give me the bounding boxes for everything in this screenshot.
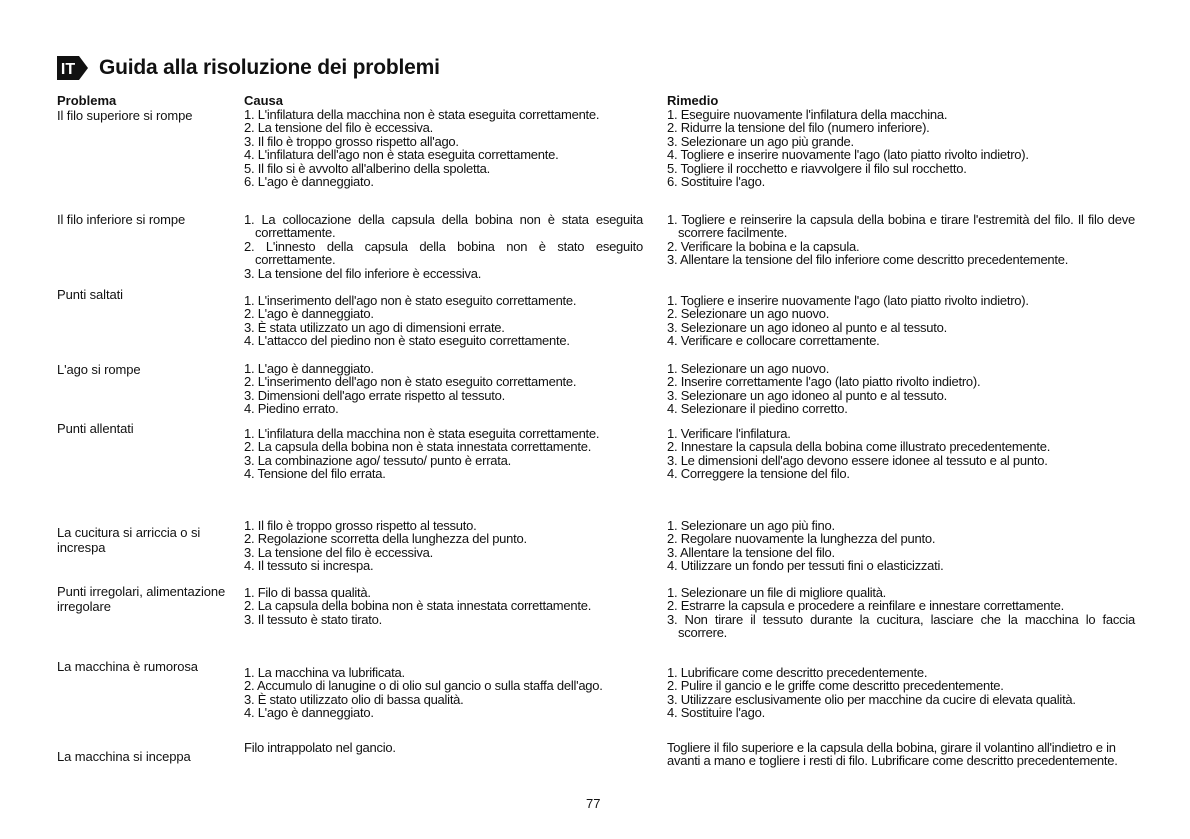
- remedy-item: 1. Togliere e reinserire la capsula della bobina e tirare l'estremità del filo. Il filo deve scorrere facilmente.: [667, 212, 1135, 241]
- page-number: 77: [586, 796, 601, 811]
- cause-item: Filo intrappolato nel gancio.: [244, 740, 396, 755]
- cause-item: 1. La macchina va lubrificata.: [244, 665, 405, 680]
- cause-item: 2. La capsula della bobina non è stata innestata correttamente.: [244, 439, 592, 455]
- cause-item: 3. Il tessuto è stato tirato.: [244, 611, 382, 627]
- remedy-item: 3. Allentare la tensione del filo.: [667, 544, 835, 560]
- cause-item: 6. L'ago è danneggiato.: [244, 174, 374, 190]
- remedy-cell: [667, 666, 1135, 720]
- cause-item: 1. L'ago è danneggiato.: [244, 361, 374, 376]
- remedy-cell: [667, 294, 1135, 348]
- problem-cell: Punti saltati: [57, 287, 123, 302]
- remedy-item: 1. Lubrificare come descritto precedentemente.: [667, 665, 928, 680]
- remedy-item: 4. Sostituire l'ago.: [667, 705, 765, 721]
- cause-item: 2. L'inserimento dell'ago non è stato eseguito correttamente.: [244, 374, 577, 390]
- problem-cell: L'ago si rompe: [57, 362, 141, 377]
- cause-item: 1. Filo di bassa qualità.: [244, 585, 371, 600]
- remedy-item: 1. Selezionare un file di migliore qualità.: [667, 585, 887, 600]
- remedy-item: 2. Selezionare un ago nuovo.: [667, 306, 830, 322]
- remedy-cell: [667, 427, 1135, 481]
- remedy-item: 3. Selezionare un ago idoneo al punto e al tessuto.: [667, 319, 947, 335]
- remedy-item: 2. Pulire il gancio e le griffe come descritto precedentemente.: [667, 678, 1004, 694]
- remedy-item: 3. Utilizzare esclusivamente olio per macchine da cucire di elevata qualità.: [667, 691, 1076, 707]
- remedy-item: 1. Selezionare un ago più fino.: [667, 518, 835, 533]
- cause-item: 4. Piedino errato.: [244, 401, 339, 417]
- cause-cell: [244, 519, 643, 573]
- cause-cell: [244, 108, 643, 188]
- header-problem: Problema: [57, 93, 117, 108]
- problem-cell: Punti irregolari, alimentazione irregolare: [57, 584, 226, 614]
- cause-item: 3. È stato utilizzato olio di bassa qualità.: [244, 691, 464, 707]
- remedy-item: Togliere il filo superiore e la capsula della bobina, girare il volantino all'indietro e in avanti a mano e togliere i resti di filo. Lubrificare come descritto precedentemente.: [667, 740, 1118, 769]
- cause-cell: [244, 741, 643, 754]
- cause-item: 3. La combinazione ago/ tessuto/ punto è errata.: [244, 452, 511, 468]
- remedy-item: 2. Verificare la bobina e la capsula.: [667, 238, 860, 254]
- remedy-item: 1. Verificare l'infilatura.: [667, 426, 791, 441]
- cause-item: 4. Tensione del filo errata.: [244, 466, 386, 482]
- cause-item: 2. La capsula della bobina non è stata innestata correttamente.: [244, 598, 592, 614]
- remedy-item: 2. Ridurre la tensione del filo (numero inferiore).: [667, 120, 930, 136]
- header-remedy: Rimedio: [667, 93, 719, 108]
- svg-text:IT: IT: [60, 61, 76, 78]
- cause-item: 3. La tensione del filo è eccessiva.: [244, 544, 434, 560]
- remedy-cell: [667, 586, 1135, 640]
- header-cause: Causa: [244, 93, 284, 108]
- remedy-cell: [667, 519, 1135, 573]
- language-badge-icon: [57, 56, 89, 80]
- remedy-cell: [667, 108, 1135, 188]
- cause-item: 2. Regolazione scorretta della lunghezza del punto.: [244, 531, 527, 547]
- cause-item: 1. La collocazione della capsula della bobina non è stata eseguita correttamente.: [244, 212, 643, 241]
- remedy-item: 2. Inserire correttamente l'ago (lato piatto rivolto indietro).: [667, 374, 981, 390]
- cause-item: 4. L'infilatura dell'ago non è stata eseguita correttamente.: [244, 147, 559, 163]
- title-text: Guida alla risoluzione dei problemi: [99, 56, 440, 79]
- cause-item: 1. L'inserimento dell'ago non è stato eseguito correttamente.: [244, 293, 577, 308]
- page-title: [57, 56, 440, 80]
- remedy-item: 5. Togliere il rocchetto e riavvolgere il filo sul rocchetto.: [667, 160, 967, 176]
- cause-item: 4. L'attacco del piedino non è stato eseguito correttamente.: [244, 333, 570, 349]
- cause-cell: [244, 427, 643, 481]
- cause-cell: [244, 666, 643, 720]
- remedy-item: 3. Le dimensioni dell'ago devono essere idonee al tessuto e al punto.: [667, 452, 1048, 468]
- remedy-item: 4. Selezionare il piedino corretto.: [667, 401, 848, 417]
- cause-item: 3. Dimensioni dell'ago errate rispetto al tessuto.: [244, 387, 505, 403]
- remedy-item: 1. Togliere e inserire nuovamente l'ago (lato piatto rivolto indietro).: [667, 293, 1029, 308]
- remedy-item: 4. Togliere e inserire nuovamente l'ago (lato piatto rivolto indietro).: [667, 147, 1029, 163]
- problem-cell: La cucitura si arriccia o si increspa: [57, 525, 201, 555]
- remedy-cell: [667, 213, 1135, 267]
- problem-cell: Il filo inferiore si rompe: [57, 212, 186, 227]
- cause-item: 3. Il filo è troppo grosso rispetto all'ago.: [244, 133, 459, 149]
- remedy-item: 2. Regolare nuovamente la lunghezza del punto.: [667, 531, 936, 547]
- cause-item: 1. L'infilatura della macchina non è stata eseguita correttamente.: [244, 426, 600, 441]
- cause-item: 4. L'ago è danneggiato.: [244, 705, 374, 721]
- cause-cell: [244, 362, 643, 416]
- cause-item: 2. La tensione del filo è eccessiva.: [244, 120, 434, 136]
- problem-cell: La macchina si inceppa: [57, 749, 191, 764]
- cause-cell: [244, 294, 643, 348]
- cause-item: 3. È stata utilizzato un ago di dimensioni errate.: [244, 319, 505, 335]
- problem-cell: La macchina è rumorosa: [57, 659, 198, 674]
- remedy-item: 3. Selezionare un ago idoneo al punto e al tessuto.: [667, 387, 947, 403]
- remedy-item: 1. Eseguire nuovamente l'infilatura della macchina.: [667, 107, 948, 122]
- remedy-item: 3. Selezionare un ago più grande.: [667, 133, 854, 149]
- remedy-item: 4. Verificare e collocare correttamente.: [667, 333, 880, 349]
- problem-cell: Il filo superiore si rompe: [57, 108, 193, 123]
- cause-item: 2. L'innesto della capsula della bobina non è stato eseguito correttamente.: [244, 238, 643, 268]
- cause-item: 2. Accumulo di lanugine o di olio sul gancio o sulla staffa dell'ago.: [244, 678, 603, 694]
- cause-item: 5. Il filo si è avvolto all'alberino della spoletta.: [244, 160, 491, 176]
- remedy-item: 2. Innestare la capsula della bobina come illustrato precedentemente.: [667, 439, 1051, 455]
- remedy-item: 1. Selezionare un ago nuovo.: [667, 361, 830, 376]
- remedy-item: 6. Sostituire l'ago.: [667, 174, 765, 190]
- remedy-item: 4. Correggere la tensione del filo.: [667, 466, 850, 482]
- cause-item: 4. Il tessuto si increspa.: [244, 558, 374, 574]
- remedy-item: 3. Allentare la tensione del filo inferiore come descritto precedentemente.: [667, 252, 1069, 268]
- remedy-item: 3. Non tirare il tessuto durante la cucitura, lasciare che la macchina lo faccia scorrere.: [667, 611, 1135, 641]
- cause-item: 1. L'infilatura della macchina non è stata eseguita correttamente.: [244, 107, 600, 122]
- cause-cell: [244, 586, 643, 626]
- remedy-item: 2. Estrarre la capsula e procedere a reinfilare e innestare correttamente.: [667, 598, 1064, 614]
- remedy-cell: [667, 741, 1135, 768]
- remedy-cell: [667, 362, 1135, 416]
- problem-cell: Punti allentati: [57, 421, 134, 436]
- cause-item: 1. Il filo è troppo grosso rispetto al tessuto.: [244, 518, 477, 533]
- cause-item: 3. La tensione del filo inferiore è eccessiva.: [244, 265, 482, 281]
- remedy-item: 4. Utilizzare un fondo per tessuti fini o elasticizzati.: [667, 558, 944, 574]
- cause-item: 2. L'ago è danneggiato.: [244, 306, 374, 322]
- cause-cell: [244, 213, 643, 280]
